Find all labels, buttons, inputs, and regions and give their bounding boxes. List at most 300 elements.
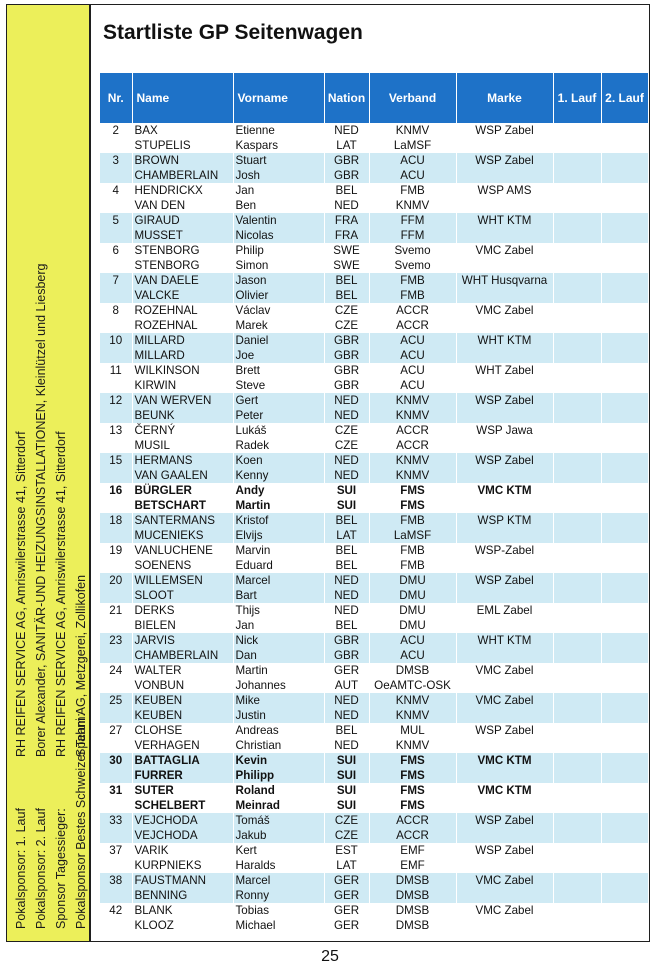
cell-marke (456, 528, 553, 543)
table-row (100, 438, 648, 453)
sponsor-sidebar (7, 5, 91, 941)
cell-verband: KNMV (369, 393, 456, 408)
sponsor-list (7, 5, 91, 941)
cell-verband: FMB (369, 273, 456, 288)
cell-verband: ACU (369, 378, 456, 393)
sponsor-value: Borer Alexander, SANITÄR-UND HEIZUNGSINSTALLATIONEN, Kleinlützel und Liesberg (34, 263, 48, 757)
col-header-nr: Nr. (100, 73, 132, 123)
cell-nation: BEL (324, 288, 369, 303)
cell-verband: KNMV (369, 693, 456, 708)
cell-lauf-1 (553, 528, 601, 543)
cell-marke: WSP Zabel (456, 153, 553, 168)
cell-vorname: Brett (233, 363, 324, 378)
cell-lauf-2 (601, 843, 648, 858)
cell-nr: 18 (100, 513, 132, 528)
cell-nr: 27 (100, 723, 132, 738)
cell-verband: DMU (369, 573, 456, 588)
cell-name: VAN DAELE (132, 273, 233, 288)
col-header-marke: Marke (456, 73, 553, 123)
cell-marke: WSP Zabel (456, 123, 553, 138)
cell-lauf-2 (601, 678, 648, 693)
cell-vorname: Kaspars (233, 138, 324, 153)
cell-verband: DMU (369, 618, 456, 633)
table-row (100, 303, 648, 318)
cell-lauf-2 (601, 348, 648, 363)
cell-lauf-2 (601, 918, 648, 933)
cell-vorname: Michael (233, 918, 324, 933)
cell-nr (100, 888, 132, 903)
cell-name: BAX (132, 123, 233, 138)
cell-lauf-2 (601, 408, 648, 423)
cell-lauf-1 (553, 303, 601, 318)
cell-name: ROZEHNAL (132, 303, 233, 318)
cell-nr: 10 (100, 333, 132, 348)
cell-nr: 30 (100, 753, 132, 768)
cell-lauf-1 (553, 573, 601, 588)
cell-name: WILKINSON (132, 363, 233, 378)
cell-nation: GER (324, 903, 369, 918)
cell-lauf-1 (553, 198, 601, 213)
cell-nation: NED (324, 573, 369, 588)
cell-lauf-2 (601, 243, 648, 258)
table-row (100, 138, 648, 153)
cell-lauf-1 (553, 558, 601, 573)
page-frame (6, 4, 650, 942)
cell-marke (456, 858, 553, 873)
cell-name: BENNING (132, 888, 233, 903)
cell-lauf-2 (601, 708, 648, 723)
cell-lauf-1 (553, 138, 601, 153)
cell-verband: FMS (369, 768, 456, 783)
cell-vorname: Andreas (233, 723, 324, 738)
cell-lauf-2 (601, 588, 648, 603)
cell-name: SANTERMANS (132, 513, 233, 528)
cell-verband: FMB (369, 558, 456, 573)
cell-nation: CZE (324, 438, 369, 453)
cell-name: MUSIL (132, 438, 233, 453)
cell-lauf-1 (553, 738, 601, 753)
cell-verband: FFM (369, 228, 456, 243)
table-row (100, 393, 648, 408)
cell-name: MUCENIEKS (132, 528, 233, 543)
cell-verband: FMS (369, 798, 456, 813)
col-header-vorname: Vorname (233, 73, 324, 123)
cell-lauf-2 (601, 828, 648, 843)
table-row (100, 288, 648, 303)
cell-lauf-1 (553, 663, 601, 678)
cell-lauf-2 (601, 693, 648, 708)
cell-lauf-1 (553, 183, 601, 198)
cell-name: VEJCHODA (132, 813, 233, 828)
cell-marke: VMC KTM (456, 753, 553, 768)
cell-marke: WSP Zabel (456, 843, 553, 858)
table-row (100, 123, 648, 138)
cell-verband: Svemo (369, 258, 456, 273)
cell-nr: 24 (100, 663, 132, 678)
table-row (100, 498, 648, 513)
cell-verband: Svemo (369, 243, 456, 258)
cell-nr (100, 768, 132, 783)
cell-name: SOENENS (132, 558, 233, 573)
cell-lauf-2 (601, 768, 648, 783)
cell-nr (100, 228, 132, 243)
cell-name: VALCKE (132, 288, 233, 303)
cell-verband: KNMV (369, 123, 456, 138)
cell-marke (456, 288, 553, 303)
cell-name: CHAMBERLAIN (132, 648, 233, 663)
cell-marke (456, 228, 553, 243)
cell-vorname: Andy (233, 483, 324, 498)
table-row (100, 873, 648, 888)
cell-name: MILLARD (132, 333, 233, 348)
cell-vorname: Gert (233, 393, 324, 408)
cell-nation: LAT (324, 858, 369, 873)
cell-name: CLOHSE (132, 723, 233, 738)
cell-lauf-2 (601, 738, 648, 753)
cell-name: VEJCHODA (132, 828, 233, 843)
cell-vorname: Koen (233, 453, 324, 468)
cell-verband: EMF (369, 858, 456, 873)
cell-marke (456, 438, 553, 453)
cell-verband: ACU (369, 348, 456, 363)
cell-name: ČERNÝ (132, 423, 233, 438)
cell-name: BLANK (132, 903, 233, 918)
cell-vorname: Ben (233, 198, 324, 213)
cell-lauf-2 (601, 123, 648, 138)
cell-vorname: Jan (233, 618, 324, 633)
cell-name: VAN WERVEN (132, 393, 233, 408)
cell-nation: NED (324, 393, 369, 408)
cell-marke: WHT Zabel (456, 363, 553, 378)
cell-marke (456, 468, 553, 483)
cell-verband: FMB (369, 288, 456, 303)
cell-nation: NED (324, 738, 369, 753)
cell-name: DERKS (132, 603, 233, 618)
cell-name: CHAMBERLAIN (132, 168, 233, 183)
table-row (100, 618, 648, 633)
cell-marke: EML Zabel (456, 603, 553, 618)
cell-lauf-2 (601, 858, 648, 873)
cell-nr (100, 408, 132, 423)
cell-verband: ACU (369, 168, 456, 183)
cell-marke: WHT KTM (456, 333, 553, 348)
cell-lauf-2 (601, 423, 648, 438)
cell-nr: 11 (100, 363, 132, 378)
cell-vorname: Steve (233, 378, 324, 393)
cell-nation: GBR (324, 333, 369, 348)
cell-nation: CZE (324, 318, 369, 333)
table-row (100, 573, 648, 588)
cell-name: VAN GAALEN (132, 468, 233, 483)
cell-nr (100, 558, 132, 573)
cell-lauf-2 (601, 198, 648, 213)
cell-verband: KNMV (369, 198, 456, 213)
table-row (100, 468, 648, 483)
cell-lauf-1 (553, 633, 601, 648)
cell-verband: ACU (369, 363, 456, 378)
cell-verband: OeAMTC-OSK (369, 678, 456, 693)
cell-lauf-1 (553, 723, 601, 738)
cell-vorname: Tobias (233, 903, 324, 918)
cell-lauf-2 (601, 723, 648, 738)
cell-marke (456, 498, 553, 513)
cell-nation: GER (324, 888, 369, 903)
cell-vorname: Philipp (233, 768, 324, 783)
cell-lauf-1 (553, 483, 601, 498)
cell-verband: KNMV (369, 468, 456, 483)
cell-lauf-1 (553, 843, 601, 858)
cell-lauf-1 (553, 363, 601, 378)
cell-nr: 31 (100, 783, 132, 798)
cell-nation: NED (324, 588, 369, 603)
cell-lauf-2 (601, 303, 648, 318)
col-header-lauf-1: 1. Lauf (553, 73, 601, 123)
cell-nr: 42 (100, 903, 132, 918)
cell-nation: BEL (324, 618, 369, 633)
cell-lauf-1 (553, 828, 601, 843)
cell-vorname: Radek (233, 438, 324, 453)
cell-lauf-2 (601, 228, 648, 243)
col-header-lauf-2: 2. Lauf (601, 73, 648, 123)
cell-verband: MUL (369, 723, 456, 738)
cell-lauf-2 (601, 753, 648, 768)
table-row (100, 333, 648, 348)
cell-name: BATTAGLIA (132, 753, 233, 768)
cell-verband: ACCR (369, 423, 456, 438)
cell-name: SCHELBERT (132, 798, 233, 813)
cell-lauf-2 (601, 483, 648, 498)
table-row (100, 318, 648, 333)
table-row (100, 528, 648, 543)
cell-lauf-2 (601, 498, 648, 513)
table-row (100, 243, 648, 258)
cell-vorname: Simon (233, 258, 324, 273)
cell-marke: WSP AMS (456, 183, 553, 198)
sponsor-line (11, 5, 31, 929)
table-row (100, 663, 648, 678)
page-number: 25 (321, 948, 339, 965)
cell-vorname: Marek (233, 318, 324, 333)
cell-verband: EMF (369, 843, 456, 858)
cell-vorname: Kenny (233, 468, 324, 483)
cell-vorname: Daniel (233, 333, 324, 348)
cell-lauf-1 (553, 693, 601, 708)
cell-lauf-2 (601, 513, 648, 528)
cell-marke: VMC Zabel (456, 663, 553, 678)
cell-lauf-2 (601, 258, 648, 273)
table-row (100, 363, 648, 378)
cell-lauf-1 (553, 408, 601, 423)
table-row (100, 378, 648, 393)
cell-nation: CZE (324, 303, 369, 318)
table-row (100, 858, 648, 873)
cell-nr (100, 468, 132, 483)
cell-lauf-1 (553, 468, 601, 483)
table-row (100, 693, 648, 708)
cell-nation: NED (324, 198, 369, 213)
cell-nr (100, 348, 132, 363)
cell-verband: ACCR (369, 438, 456, 453)
table-row (100, 228, 648, 243)
cell-lauf-2 (601, 873, 648, 888)
cell-nr (100, 498, 132, 513)
cell-nation: BEL (324, 543, 369, 558)
table-row (100, 453, 648, 468)
cell-nr (100, 528, 132, 543)
sponsor-label: Pokalsponsor: 1. Lauf (14, 808, 28, 929)
cell-nr (100, 678, 132, 693)
sponsor-label: Sponsor Tagessieger: (54, 808, 68, 929)
cell-nation: NED (324, 408, 369, 423)
cell-vorname: Thijs (233, 603, 324, 618)
cell-vorname: Haralds (233, 858, 324, 873)
cell-lauf-1 (553, 648, 601, 663)
cell-marke: WHT Husqvarna (456, 273, 553, 288)
cell-lauf-2 (601, 438, 648, 453)
col-header-verband: Verband (369, 73, 456, 123)
cell-marke (456, 348, 553, 363)
cell-marke (456, 708, 553, 723)
cell-name: MILLARD (132, 348, 233, 363)
table-row (100, 678, 648, 693)
table-row (100, 408, 648, 423)
cell-verband: ACU (369, 333, 456, 348)
cell-verband: FMB (369, 183, 456, 198)
cell-verband: ACCR (369, 318, 456, 333)
table-row (100, 648, 648, 663)
cell-lauf-2 (601, 318, 648, 333)
cell-verband: KNMV (369, 408, 456, 423)
cell-lauf-2 (601, 153, 648, 168)
cell-nation: NED (324, 603, 369, 618)
cell-vorname: Lukáš (233, 423, 324, 438)
cell-lauf-1 (553, 918, 601, 933)
cell-lauf-2 (601, 273, 648, 288)
table-row (100, 258, 648, 273)
cell-nr (100, 438, 132, 453)
cell-nation: SWE (324, 243, 369, 258)
cell-name: FAUSTMANN (132, 873, 233, 888)
cell-verband: ACU (369, 153, 456, 168)
cell-nation: EST (324, 843, 369, 858)
cell-lauf-1 (553, 438, 601, 453)
cell-name: KURPNIEKS (132, 858, 233, 873)
cell-marke: WSP Zabel (456, 813, 553, 828)
cell-marke: WSP KTM (456, 513, 553, 528)
cell-lauf-1 (553, 678, 601, 693)
cell-name: WALTER (132, 663, 233, 678)
cell-lauf-2 (601, 453, 648, 468)
sponsor-label: Pokalsponsor: 2. Lauf (34, 808, 48, 929)
cell-vorname: Marvin (233, 543, 324, 558)
cell-verband: ACU (369, 648, 456, 663)
cell-verband: LaMSF (369, 138, 456, 153)
cell-name: STENBORG (132, 258, 233, 273)
cell-marke (456, 678, 553, 693)
cell-lauf-2 (601, 468, 648, 483)
cell-marke: VMC Zabel (456, 903, 553, 918)
cell-nation: AUT (324, 678, 369, 693)
cell-vorname: Christian (233, 738, 324, 753)
table-row (100, 273, 648, 288)
cell-marke: WSP-Zabel (456, 543, 553, 558)
cell-lauf-2 (601, 138, 648, 153)
cell-vorname: Jason (233, 273, 324, 288)
cell-lauf-2 (601, 648, 648, 663)
cell-nr (100, 738, 132, 753)
cell-lauf-2 (601, 888, 648, 903)
cell-vorname: Kristof (233, 513, 324, 528)
cell-nr (100, 198, 132, 213)
col-header-nation: Nation (324, 73, 369, 123)
cell-nation: NED (324, 123, 369, 138)
table-row (100, 903, 648, 918)
table-row (100, 828, 648, 843)
cell-lauf-1 (553, 153, 601, 168)
cell-nr: 8 (100, 303, 132, 318)
cell-lauf-1 (553, 423, 601, 438)
cell-lauf-2 (601, 903, 648, 918)
cell-lauf-2 (601, 528, 648, 543)
sponsor-label: Pokalsponsor Bestes Schweizer Team: (74, 713, 88, 929)
cell-marke: WHT KTM (456, 633, 553, 648)
cell-lauf-1 (553, 858, 601, 873)
cell-vorname: Peter (233, 408, 324, 423)
cell-vorname: Philip (233, 243, 324, 258)
table-row (100, 768, 648, 783)
cell-name: MUSSET (132, 228, 233, 243)
cell-nation: GBR (324, 648, 369, 663)
cell-name: VARIK (132, 843, 233, 858)
start-list-table (100, 73, 649, 933)
cell-nation: BEL (324, 273, 369, 288)
cell-name: VERHAGEN (132, 738, 233, 753)
cell-nr (100, 288, 132, 303)
cell-nr (100, 258, 132, 273)
cell-vorname: Kevin (233, 753, 324, 768)
cell-vorname: Marcel (233, 573, 324, 588)
cell-lauf-2 (601, 543, 648, 558)
cell-lauf-1 (553, 903, 601, 918)
col-header-name: Name (132, 73, 233, 123)
cell-name: VANLUCHENE (132, 543, 233, 558)
cell-lauf-2 (601, 798, 648, 813)
cell-lauf-2 (601, 813, 648, 828)
cell-lauf-1 (553, 498, 601, 513)
table-row (100, 423, 648, 438)
cell-nation: SUI (324, 483, 369, 498)
cell-lauf-1 (553, 768, 601, 783)
cell-marke (456, 738, 553, 753)
cell-marke (456, 408, 553, 423)
cell-nation: LAT (324, 528, 369, 543)
cell-lauf-2 (601, 168, 648, 183)
cell-lauf-1 (553, 813, 601, 828)
cell-name: KEUBEN (132, 693, 233, 708)
cell-vorname: Johannes (233, 678, 324, 693)
cell-nr: 23 (100, 633, 132, 648)
cell-nation: GBR (324, 153, 369, 168)
cell-marke (456, 258, 553, 273)
cell-name: JARVIS (132, 633, 233, 648)
cell-nation: LAT (324, 138, 369, 153)
cell-lauf-1 (553, 753, 601, 768)
cell-nr: 38 (100, 873, 132, 888)
cell-marke (456, 138, 553, 153)
cell-verband: DMSB (369, 903, 456, 918)
table-row (100, 153, 648, 168)
cell-nation: GBR (324, 168, 369, 183)
